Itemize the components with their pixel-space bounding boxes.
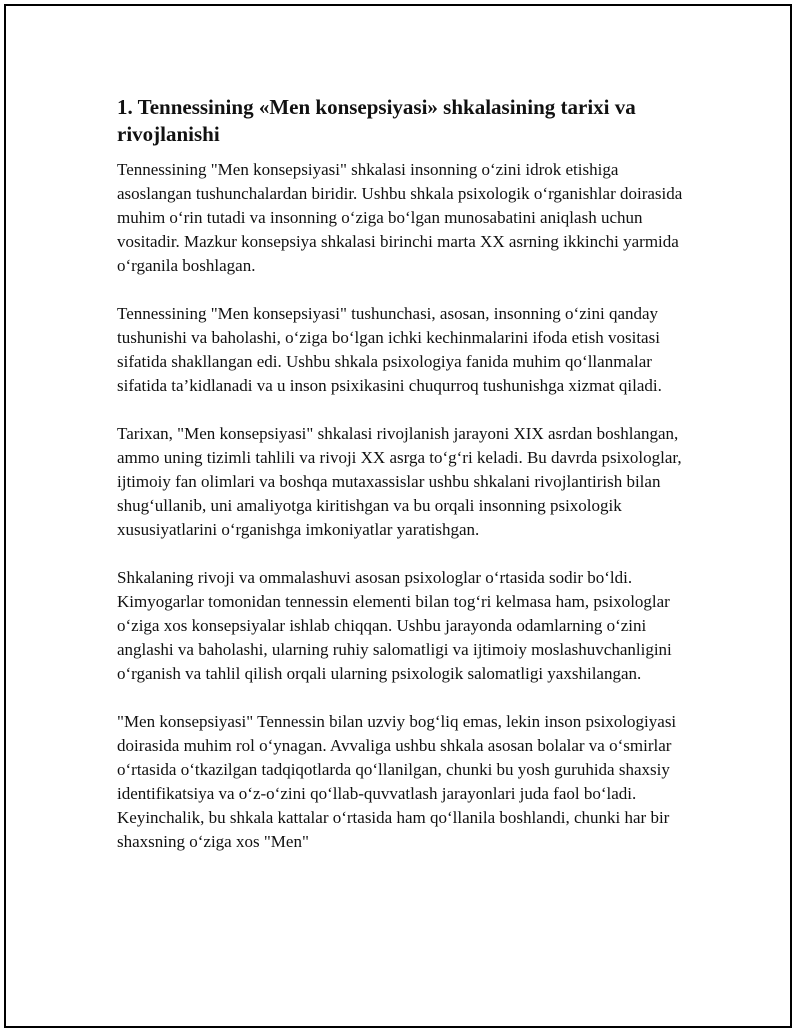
document-body (117, 94, 687, 878)
paragraph-2: Tennessining "Men konsepsiyasi" tushunchasi, asosan, insonning o‘zini qanday tushunishi va baholashi, o‘ziga bo‘lgan ichki kechinmalarini ifoda etish vositasi sifatida shakllangan edi. Ushbu shkala psixologiya fanida muhim qo‘llanmalar sifatida ta’kidlanadi va u inson psixikasini chuqurroq tushunishga xizmat qiladi. (117, 304, 662, 395)
paragraph-1: Tennessining "Men konsepsiyasi" shkalasi insonning o‘zini idrok etishiga asoslangan tushunchalardan biridir. Ushbu shkala psixologik o‘rganishlar doirasida muhim o‘rin tutadi va insonning o‘ziga bo‘lgan munosabatini aniqlash uchun vositadir. Mazkur konsepsiya shkalasi birinchi marta XX asrning ikkinchi yarmida o‘rganila boshlagan. (117, 160, 683, 275)
section-heading: 1. Tennessining «Men konsepsiyasi» shkalasining tarixi va rivojlanishi (117, 95, 636, 146)
paragraph-4: Shkalaning rivoji va ommalashuvi asosan psixologlar o‘rtasida sodir bo‘ldi. Kimyogarlar tomonidan tennessin elementi bilan tog‘ri kelmasa ham, psixologlar o‘ziga xos konsepsiyalar ishlab chiqqan. Ushbu jarayonda odamlarning o‘zini anglashi va baholashi, ularning ruhiy salomatligi va ijtimoiy moslashuvchanligini o‘rganish va tahlil qilish orqali ularning psixologik salomatligi yaxshilangan. (117, 568, 672, 683)
paragraph-5: "Men konsepsiyasi" Tennessin bilan uzviy bog‘liq emas, lekin inson psixologiyasi doirasida muhim rol o‘ynagan. Avvaliga ushbu shkala asosan bolalar va o‘smirlar o‘rtasida o‘tkazilgan tadqiqotlarda qo‘llanilgan, chunki bu yosh guruhida shaxsiy identifikatsiya va o‘z-o‘zini qo‘llab-quvvatlash jarayonlari juda faol bo‘ladi. Keyinchalik, bu shkala kattalar o‘rtasida ham qo‘llanila boshlandi, chunki har bir shaxsning o‘ziga xos "Men" (117, 712, 677, 851)
paragraph-3: Tarixan, "Men konsepsiyasi" shkalasi rivojlanish jarayoni XIX asrdan boshlangan, ammo uning tizimli tahlili va rivoji XX asrga to‘g‘ri keladi. Bu davrda psixologlar, ijtimoiy fan olimlari va boshqa mutaxassislar ushbu shkalani rivojlantirish bilan shug‘ullanib, uni amaliyotga kiritishgan va bu orqali insonning psixologik xususiyatlarini o‘rganishga imkoniyatlar yaratishgan. (117, 424, 682, 539)
